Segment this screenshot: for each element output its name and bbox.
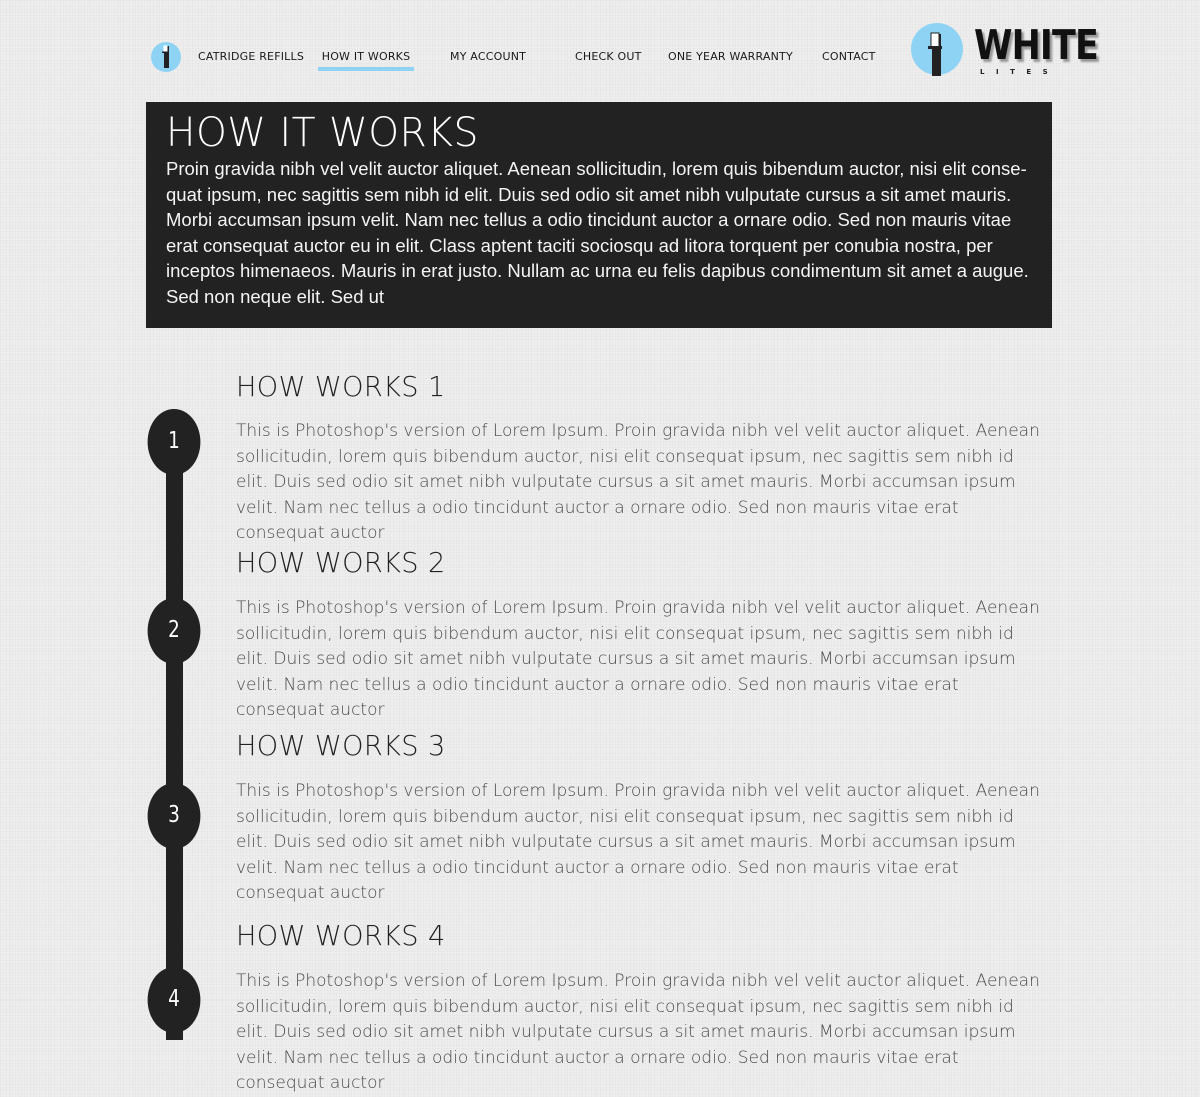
step-number-badge: 4 [148,967,201,1033]
nav-item-one-year-warranty[interactable]: ONE YEAR WARRANTY [668,50,793,63]
step-number-badge: 2 [148,598,201,664]
step-number-badge: 1 [148,409,201,475]
step-text: This is Photoshop's version of Lorem Ipsum. Proin gravida nibh vel velit auctor aliquet. Aenean sollicitudin, lorem quis bibendum auctor, nisi elit consequat ipsum, nec sagittis sem nibh id elit. Duis sed odio sit amet nibh vulputate cursus a sit amet mauris. Morbi accumsan ipsum velit. Nam nec tellus a odio tincidunt auctor a ornare odio. Sed non mauris vitae erat consequat auctor [236,598,1040,720]
nav-item-contact[interactable]: CONTACT [822,50,876,63]
intro-text: Proin gravida nibh vel velit auctor aliquet. Aenean sollicitudin, lorem quis bibendum auctor, nisi elit conse-quat ipsum, nec sagittis sem nibh id elit. Duis sed odio sit amet nibh vulputate cursus a sit amet mauris. Morbi accumsan ipsum velit. Nam nec tellus a odio tincidunt auctor a ornare odio. Sed non mauris vitae erat consequat auctor eu in elit. Class aptent taciti sociosqu ad litora torquent per conubia nostra, per inceptos himenaeos. Mauris in erat justo. Nullam ac urna eu felis dapibus condimentum sit amet a augue. Sed non neque elit. Sed ut [166,158,1029,307]
step-text: This is Photoshop's version of Lorem Ipsum. Proin gravida nibh vel velit auctor aliquet. Aenean sollicitudin, lorem quis bibendum auctor, nisi elit consequat ipsum, nec sagittis sem nibh id elit. Duis sed odio sit amet nibh vulputate cursus a sit amet mauris. Morbi accumsan ipsum velit. Nam nec tellus a odio tincidunt auctor a ornare odio. Sed non mauris vitae erat consequat auctor [236,421,1040,543]
intro-panel [146,102,1052,328]
nav-item-check-out[interactable]: CHECK OUT [575,50,642,63]
brand-subtitle: LITES [980,68,1060,76]
step-title: HOW WORKS 4 [236,919,446,952]
step-text: This is Photoshop's version of Lorem Ipsum. Proin gravida nibh vel velit auctor aliquet. Aenean sollicitudin, lorem quis bibendum auctor, nisi elit consequat ipsum, nec sagittis sem nibh id elit. Duis sed odio sit amet nibh vulputate cursus a sit amet mauris. Morbi accumsan ipsum velit. Nam nec tellus a odio tincidunt auctor a ornare odio. Sed non mauris vitae erat consequat auctor [236,971,1040,1093]
step-title: HOW WORKS 3 [236,729,446,762]
step-title: HOW WORKS 1 [236,370,446,403]
brand-name[interactable]: WHITE [974,21,1098,69]
step-text: This is Photoshop's version of Lorem Ipsum. Proin gravida nibh vel velit auctor aliquet. Aenean sollicitudin, lorem quis bibendum auctor, nisi elit consequat ipsum, nec sagittis sem nibh id elit. Duis sed odio sit amet nibh vulputate cursus a sit amet mauris. Morbi accumsan ipsum velit. Nam nec tellus a odio tincidunt auctor a ornare odio. Sed non mauris vitae erat consequat auctor [236,781,1040,903]
page-title: HOW IT WORKS [166,110,479,156]
timeline-line [166,440,183,1040]
nav-item-my-account[interactable]: MY ACCOUNT [450,50,527,63]
step-title: HOW WORKS 2 [236,546,446,579]
small-logo-icon[interactable] [150,41,182,73]
step-number-badge: 3 [148,783,201,849]
nav-item-cartridge-refills[interactable]: CATRIDGE REFILLS [198,50,305,63]
nav-item-how-it-works[interactable]: HOW IT WORKS [318,48,414,72]
